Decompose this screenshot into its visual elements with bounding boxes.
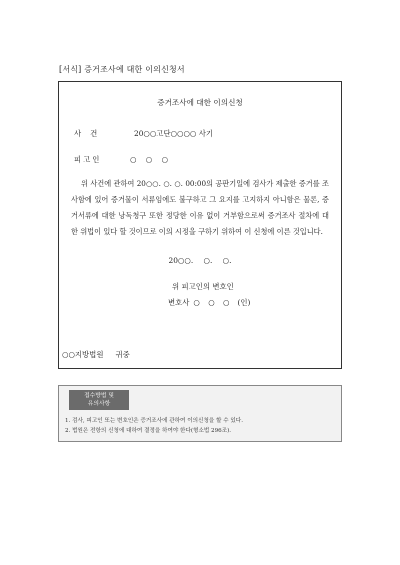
info-box <box>58 385 342 442</box>
info-badge <box>69 390 129 410</box>
badge-line-1: 접수방법 및 <box>84 393 114 399</box>
document-box <box>58 81 342 369</box>
document-date: 20○○. ○. ○. <box>168 256 232 265</box>
case-label: 사건 <box>74 129 107 138</box>
seal-mark: (인) <box>237 298 251 307</box>
attorney-name: ○ ○ ○ <box>193 298 230 307</box>
court-name: ○○지방법원 <box>62 350 104 359</box>
case-value: 20○○고단○○○○ 사기 <box>134 129 214 138</box>
case-row <box>74 128 213 139</box>
attorney-line: 위 피고인의 변호인 <box>172 282 234 291</box>
court-suffix: 귀중 <box>115 350 130 359</box>
court-addressee <box>62 349 130 360</box>
defendant-value: ○ ○ ○ <box>130 155 169 164</box>
note-item: 1. 검사, 피고인 또는 변호인은 증거조사에 관하여 이의신청을 할 수 있다. <box>65 418 243 424</box>
attorney-signature <box>168 297 250 308</box>
badge-line-2: 유의사항 <box>87 401 111 407</box>
form-label: [서식] 증거조사에 대한 이의신청서 <box>59 65 185 74</box>
body-paragraph: 위 사건에 관하여 20○○. ○. ○. 00:00의 공판기일에 검사가 제출한 증거를 조사함에 있어 증거물이 서류임에도 불구하고 그 요지를 고지하지 아니함은 물론, 증거서류에 대한 낭독청구 또한 정당한 이유 없이 거부함으로써 증거조사 절차에 대한 위법이 있다 할 것이므로 이의 시정을 구하기 위하여 이 신청에 이른 것입니다. <box>71 179 329 236</box>
note-item: 2. 법원은 전항의 신청에 대하여 결정을 하여야 한다(형소법 296조). <box>65 428 232 434</box>
defendant-row <box>74 154 168 165</box>
defendant-label: 피고인 <box>74 155 102 164</box>
document-title: 증거조사에 대한 이의신청 <box>157 98 243 107</box>
attorney-title: 변호사 <box>168 298 190 307</box>
